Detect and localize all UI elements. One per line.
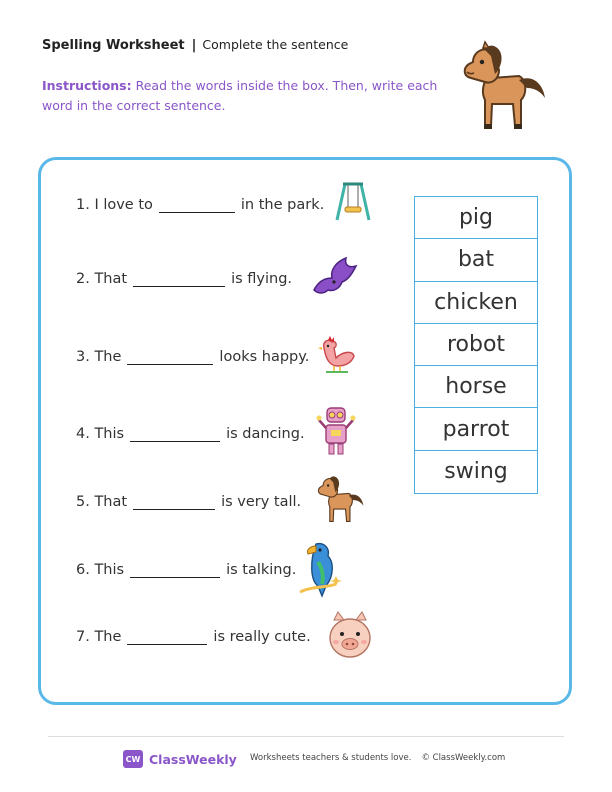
question-1-end: in the park. [240,197,325,213]
worksheet-title: Spelling Worksheet [42,38,185,53]
word-bank-item: bat [415,239,537,281]
word-bank-item: parrot [415,408,537,450]
question-6-end: is talking. [226,562,297,578]
horse-illustration [455,40,555,132]
question-2 [76,265,292,293]
question-4-start: 4. This [76,426,125,442]
question-5-start: 5. That [76,494,128,510]
swing-icon [331,180,375,222]
question-7 [76,623,311,651]
footer-text [250,753,505,763]
question-6 [76,556,296,584]
robot-icon [316,404,356,458]
logo-text: ClassWeekly [149,751,237,767]
question-1 [76,191,324,219]
question-5-end: is very tall. [221,494,302,510]
word-bank-item: pig [415,197,537,239]
question-3-start: 3. The [76,349,122,365]
answer-blank-4[interactable] [130,427,220,442]
question-6-start: 6. This [76,562,125,578]
footer-copyright: © ClassWeekly.com [421,753,506,763]
footer-divider [48,736,564,737]
question-4-end: is dancing. [226,426,305,442]
parrot-icon [296,540,344,600]
classweekly-logo [123,750,237,768]
question-3 [76,343,309,371]
question-7-start: 7. The [76,629,122,645]
answer-blank-5[interactable] [133,495,215,510]
word-bank-item: horse [415,366,537,408]
instructions [42,76,442,116]
question-3-end: looks happy. [219,349,310,365]
word-bank [414,196,538,494]
question-2-start: 2. That [76,271,128,287]
answer-blank-2[interactable] [133,272,225,287]
question-4 [76,420,305,448]
question-5 [76,488,301,516]
bat-icon [308,248,360,296]
instructions-label: Instructions: [42,78,132,93]
answer-blank-3[interactable] [127,350,213,365]
logo-badge: CW [123,750,143,768]
word-bank-item: swing [444,459,508,485]
footer-tagline: Worksheets teachers & students love. [250,753,412,763]
chicken-icon [314,336,358,374]
page-header [42,37,348,53]
instructions-text: Read the words inside the box. Then, write each word in the correct sentence. [42,78,438,113]
answer-blank-1[interactable] [159,198,235,213]
pig-icon [324,610,376,664]
answer-blank-6[interactable] [130,563,220,578]
question-2-end: is flying. [231,271,293,287]
word-bank-item: robot [415,324,537,366]
question-7-end: is really cute. [213,629,311,645]
answer-blank-7[interactable] [127,630,207,645]
horse-icon [313,472,369,526]
worksheet-subtitle: Complete the sentence [202,37,349,52]
title-separator: | [191,38,197,53]
word-bank-item: chicken [415,282,537,324]
question-1-start: 1. I love to [76,197,153,213]
